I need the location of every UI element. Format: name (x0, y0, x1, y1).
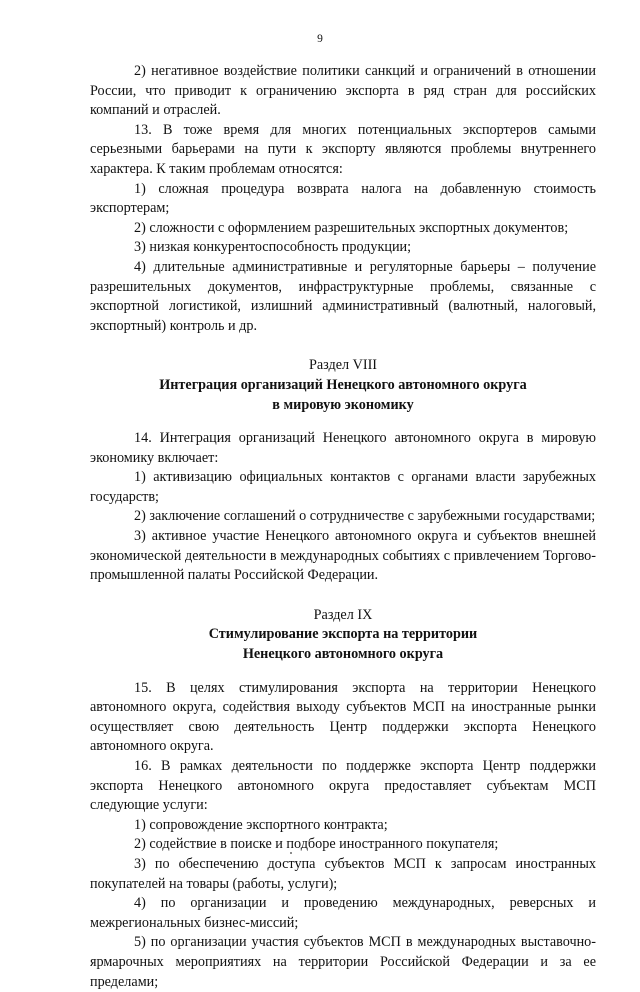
list-item: 2) сложности с оформлением разрешительных экспортных документов; (134, 219, 569, 236)
list-item: 2) содействие в поиске и подборе иностранного покупателя; (134, 836, 499, 853)
list-item: 2) заключение соглашений о сотрудничестве с зарубежными государствами; (134, 508, 596, 525)
list-item: 1) активизацию официальных контактов с органами власти зарубежных государств; (90, 469, 596, 505)
list-item: 5) по организации участия субъектов МСП в международных выставочно-ярмарочных мероприятиях на территории Российской Федерации и за ее пределами; (90, 934, 596, 990)
paragraph: 14. Интеграция организаций Ненецкого автономного округа в мировую экономику включает: (90, 430, 596, 466)
paragraph: 2) негативное воздействие политики санкций и ограничений в отношении России, что приводит к ограничению экспорта в ряд стран для российских компаний и отраслей. (90, 63, 596, 119)
list-item: 4) длительные административные и регуляторные барьеры – получение разрешительных документов, инфраструктурные проблемы, связанные с экспортной логистикой, излишний административный (валютный, налоговый, экспортный) контроль и др. (90, 258, 596, 334)
section-heading-8 (90, 356, 596, 415)
scan-speck (290, 852, 292, 854)
section-title-line: в мировую экономику (272, 396, 414, 413)
paragraph: 15. В целях стимулирования экспорта на территории Ненецкого автономного округа, содействия выходу субъектов МСП на иностранные рынки осуществляет свою деятельность Центр поддержки экспорта Ненецкого автономного округа. (90, 679, 596, 755)
list-item: 3) по обеспечению доступа субъектов МСП к запросам иностранных покупателей на товары (работы, услуги); (90, 855, 596, 892)
document-body (90, 62, 596, 992)
section-title-line: Стимулирование экспорта на территории (208, 626, 478, 643)
list-item: 1) сопровождение экспортного контракта; (134, 816, 388, 833)
section-heading-9 (90, 606, 596, 665)
list-item: 3) активное участие Ненецкого автономного округа и субъектов внешней экономической деятельности в международных событиях с привлечением Торгово-промышленной палаты Российской Федерации. (90, 528, 596, 584)
section-title-line: Ненецкого автономного округа (242, 646, 444, 663)
list-item: 1) сложная процедура возврата налога на добавленную стоимость экспортерам; (90, 180, 596, 217)
list-item: 4) по организации и проведению международных, реверсных и межрегиональных бизнес-миссий; (90, 895, 596, 931)
paragraph: 13. В тоже время для многих потенциальных экспортеров самыми серьезными барьерами на пути к экспорту являются проблемы внутреннего характера. К таким проблемам относятся: (90, 121, 596, 177)
section-title-line: Интеграция организаций Ненецкого автономного округа (159, 376, 527, 393)
paragraph: 16. В рамках деятельности по поддержке экспорта Центр поддержки экспорта Ненецкого автономного округа предоставляет субъектам МСП следующие услуги: (90, 758, 596, 814)
page-number: 9 (317, 33, 323, 45)
section-label: Раздел VIII (308, 357, 378, 374)
section-label: Раздел IX (313, 606, 373, 623)
list-item: 3) низкая конкурентоспособность продукции; (134, 239, 412, 256)
